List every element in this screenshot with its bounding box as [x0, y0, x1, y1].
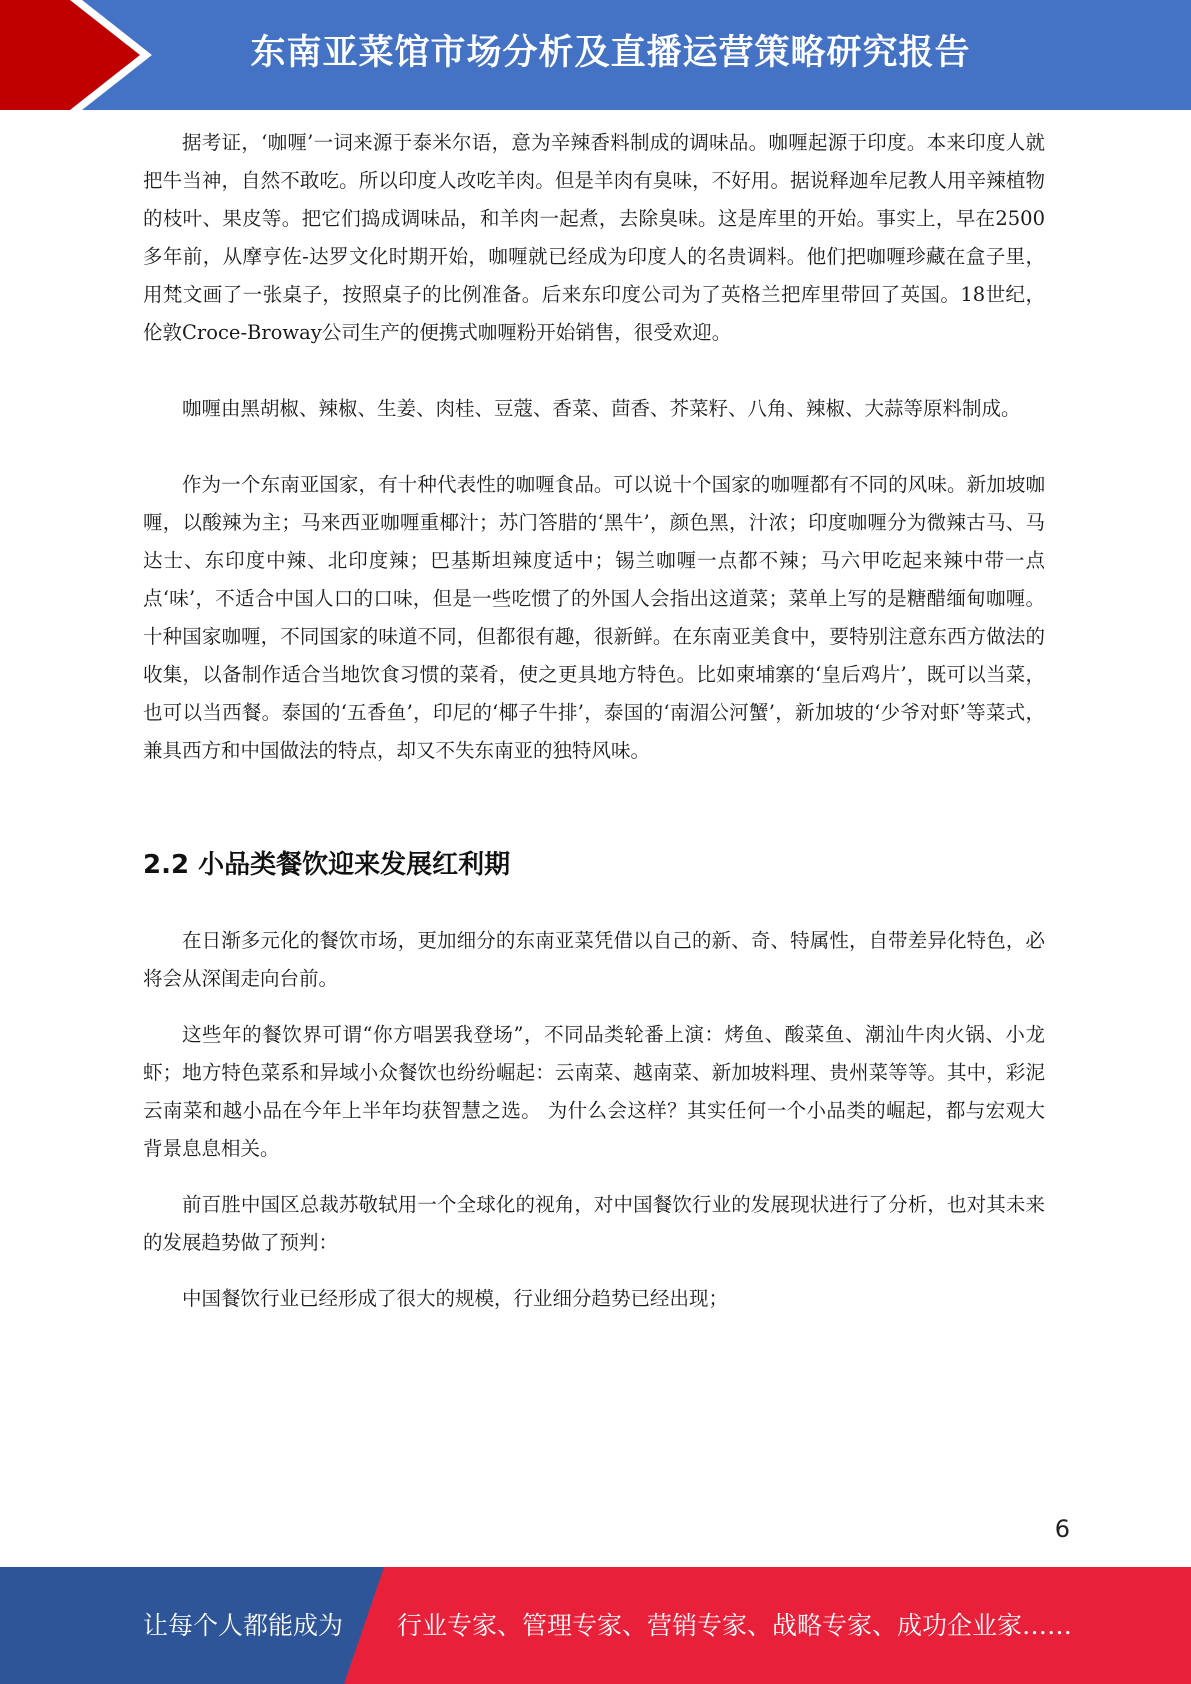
paragraph-yum-china-analysis: 前百胜中国区总裁苏敬轼用一个全球化的视角，对中国餐饮行业的发展现状进行了分析，也对其未来的发展趋势做了预判：	[143, 1193, 1045, 1254]
page-footer	[0, 1567, 1191, 1684]
paragraph-curry-varieties: 作为一个东南亚国家，有十种代表性的咖喱食品。可以说十个国家的咖喱都有不同的风味。新加坡咖喱，以酸辣为主；马来西亚咖喱重椰汁；苏门答腊的‘黑牛’，颜色黑，汁浓；印度咖喱分为微辣古马、马达士、东印度中辣、北印度辣；巴基斯坦辣度适中；锡兰咖喱一点都不辣；马六甲吃起来辣中带一点点‘味’，不适合中国人口的口味，但是一些吃惯了的外国人会指出这道菜；菜单上写的是糖醋缅甸咖喱。十种国家咖喱，不同国家的味道不同，但都很有趣，很新鲜。在东南亚美食中，要特别注意东西方做法的收集，以备制作适合当地饮食习惯的菜肴，使之更具地方特色。比如柬埔寨的‘皇后鸡片’，既可以当菜，也可以当西餐。泰国的‘五香鱼’，印尼的‘椰子牛排’，泰国的‘南湄公河蟹’，新加坡的‘少爷对虾’等菜式，兼具西方和中国做法的特点，却又不失东南亚的独特风味。	[143, 473, 1045, 762]
footer-slogan-right: 行业专家、管理专家、营销专家、战略专家、成功企业家……	[397, 1611, 1073, 1640]
paragraph-market-diversity: 在日渐多元化的餐饮市场，更加细分的东南亚菜凭借以自己的新、奇、特属性，自带差异化特色，必将会从深闺走向台前。	[143, 929, 1045, 990]
header-title: 东南亚菜馆市场分析及直播运营策略研究报告	[250, 33, 971, 73]
paragraph-category-rise: 这些年的餐饮界可谓“你方唱罢我登场”，不同品类轮番上演：烤鱼、酸菜鱼、潮汕牛肉火锅、小龙虾；地方特色菜系和异域小众餐饮也纷纷崛起：云南菜、越南菜、新加坡料理、贵州菜等等。其中，彩泥云南菜和越小品在今年上半年均获智慧之选。 为什么会这样？其实任何一个小品类的崛起，都与宏观大背景息息相关。	[143, 1023, 1045, 1160]
footer-slogan-left: 让每个人都能成为	[143, 1611, 344, 1640]
document-body	[143, 124, 1045, 1318]
paragraph-industry-scale: 中国餐饮行业已经形成了很大的规模，行业细分趋势已经出现；	[182, 1287, 729, 1310]
page-number: 6	[1054, 1515, 1070, 1543]
page-header	[0, 0, 1191, 110]
section-title: 2.2 小品类餐饮迎来发展红利期	[143, 850, 511, 880]
paragraph-curry-ingredients: 咖喱由黑胡椒、辣椒、生姜、肉桂、豆蔻、香菜、茴香、芥菜籽、八角、辣椒、大蒜等原料制成。	[182, 397, 1021, 420]
paragraph-curry-origin: 据考证，‘咖喱’一词来源于泰米尔语，意为辛辣香料制成的调味品。咖喱起源于印度。本来印度人就把牛当神，自然不敢吃。所以印度人改吃羊肉。但是羊肉有臭味，不好用。据说释迦牟尼教人用辛辣植物的枝叶、果皮等。把它们捣成调味品，和羊肉一起煮，去除臭味。这是库里的开始。事实上，早在2500多年前，从摩亨佐-达罗文化时期开始，咖喱就已经成为印度人的名贵调料。他们把咖喱珍藏在盒子里，用梵文画了一张桌子，按照桌子的比例准备。后来东印度公司为了英格兰把库里带回了英国。18世纪，伦敦Croce-Broway公司生产的便携式咖喱粉开始销售，很受欢迎。	[143, 131, 1045, 344]
